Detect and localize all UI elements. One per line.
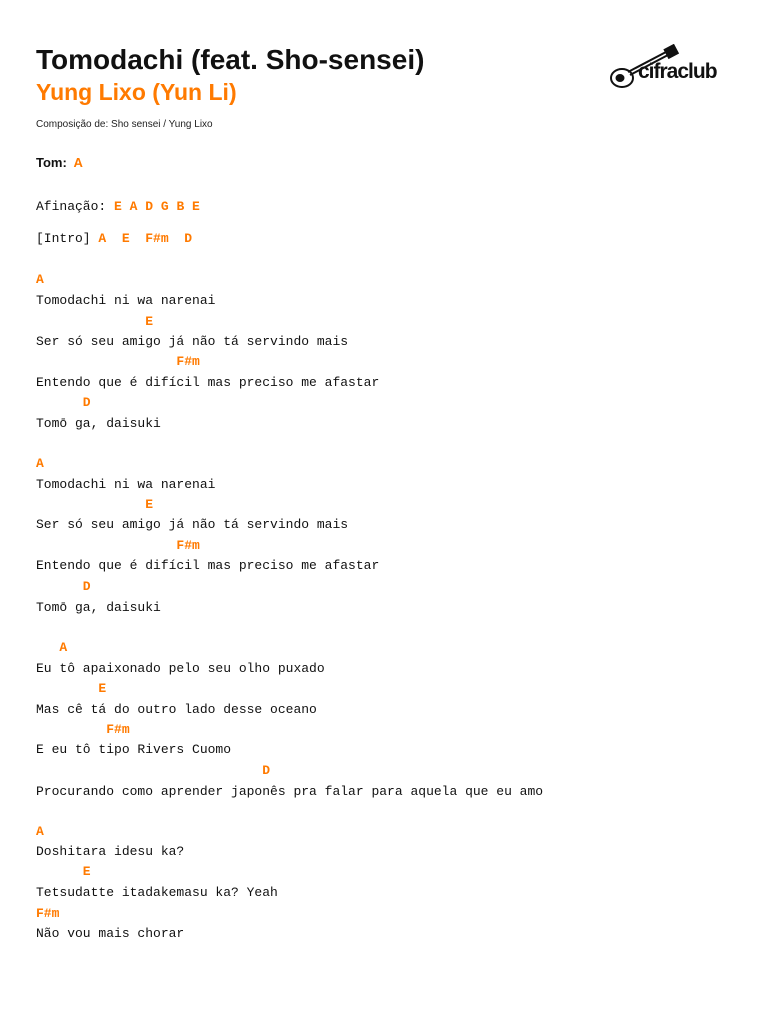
lyric-line: Entendo que é difícil mas preciso me afastar [36, 375, 380, 390]
lyric-line: Doshitara idesu ka? [36, 844, 185, 859]
lyric-line: E eu tô tipo Rivers Cuomo [36, 742, 232, 757]
chord-line[interactable]: A [36, 824, 44, 839]
chord-line[interactable]: A [36, 456, 44, 471]
chord-line[interactable]: A [36, 272, 44, 287]
artist-link[interactable]: Yung Lixo (Yun Li) [36, 79, 237, 105]
chord-line[interactable]: E [36, 864, 91, 879]
chord-line[interactable]: F#m [36, 538, 200, 553]
tuning-value[interactable]: E A D G B E [114, 199, 200, 214]
lyric-line: Não vou mais chorar [36, 926, 185, 941]
chord-line[interactable]: D [36, 395, 91, 410]
chord-line[interactable]: D [36, 763, 271, 778]
lyric-line: Tomō ga, daisuki [36, 416, 161, 431]
intro-chords[interactable]: A E F#m D [98, 231, 193, 246]
chord-line[interactable]: F#m [36, 354, 200, 369]
tuning-line [36, 199, 200, 215]
lyric-line: Ser só seu amigo já não tá servindo mais [36, 334, 349, 349]
logo-text: cifraclub [638, 60, 717, 83]
tuning-label: Afinação: [36, 199, 107, 214]
lyric-line: Tomodachi ni wa narenai [36, 293, 216, 308]
lyric-line: Tomodachi ni wa narenai [36, 477, 216, 492]
key-value[interactable]: A [73, 155, 83, 170]
chord-line[interactable]: D [36, 579, 91, 594]
lyric-line: Tomō ga, daisuki [36, 600, 161, 615]
lyric-line: Entendo que é difícil mas preciso me afastar [36, 558, 380, 573]
intro-label: [Intro] [36, 231, 91, 246]
chord-line[interactable]: F#m [36, 722, 130, 737]
key-label: Tom: [36, 155, 67, 170]
lyric-line: Ser só seu amigo já não tá servindo mais [36, 517, 349, 532]
key-info [36, 155, 83, 170]
chord-line[interactable]: F#m [36, 906, 60, 921]
lyric-line: Eu tô apaixonado pelo seu olho puxado [36, 661, 325, 676]
chord-line[interactable]: A [36, 640, 68, 655]
chord-line[interactable]: E [36, 497, 154, 512]
cifraclub-logo[interactable] [604, 44, 724, 94]
composer-credit: Composição de: Sho sensei / Yung Lixo [36, 119, 213, 130]
lyric-line: Procurando como aprender japonês pra falar para aquela que eu amo [36, 784, 544, 799]
lyric-line: Mas cê tá do outro lado desse oceano [36, 702, 317, 717]
intro-line [36, 231, 192, 247]
chord-line[interactable]: E [36, 681, 107, 696]
lyric-line: Tetsudatte itadakemasu ka? Yeah [36, 885, 278, 900]
song-title: Tomodachi (feat. Sho-sensei) [36, 44, 425, 75]
chord-line[interactable]: E [36, 314, 154, 329]
